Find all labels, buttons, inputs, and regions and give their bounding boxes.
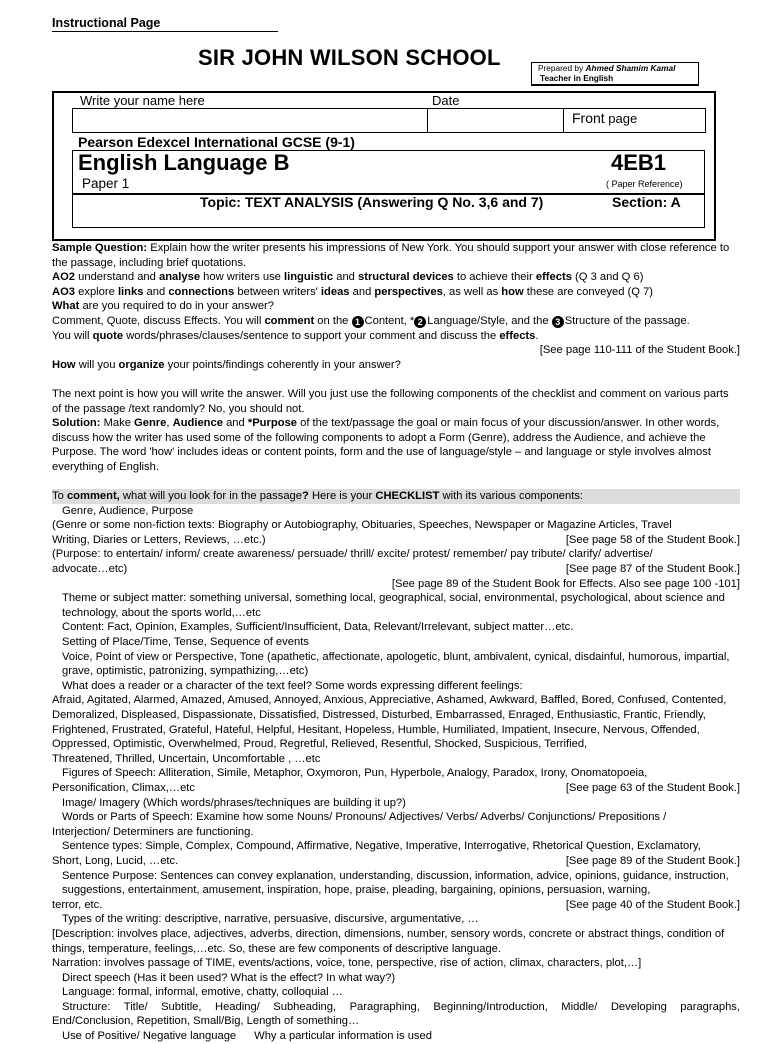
prepared-prefix: Prepared by xyxy=(538,63,586,73)
section: Section: A xyxy=(612,194,681,210)
figures-item-2: Personification, Climax,…etc [See page 63 of the Student Book.] xyxy=(52,781,740,794)
number-1-icon: 1 xyxy=(352,316,364,328)
paper-reference: ( Paper Reference) xyxy=(606,179,683,189)
structure-item-2: End/Conclusion, Repetition, Small/Big, Length of something… xyxy=(52,1015,360,1028)
instructional-page-label: Instructional Page xyxy=(52,16,278,32)
setting-item: Setting of Place/Time, Tense, Sequence of events xyxy=(62,636,309,649)
date-field[interactable] xyxy=(427,108,564,133)
solution: Solution: Make Genre, Audience and *Purpose of the text/passage the goal or main focus of your discussion/answer. In other words, discuss how the writer has used some of the following components to adopt a Form (Genre), address the Audience, and achieve the Purpose. The word 'how' includes ideas or content points, form and the use of language/style – and language or style involves almost everything of English. xyxy=(52,417,720,473)
parts-of-speech-item: Words or Parts of Speech: Examine how some Nouns/ Pronouns/ Adjectives/ Verbs/ Adverbs/ Conjunctions/ Prepositions / xyxy=(62,811,667,824)
teacher-role: Teacher in English xyxy=(540,73,614,83)
feelings-list-end: Threatened, Thrilled, Uncertain, Uncomfortable , …etc xyxy=(52,752,321,765)
sentence-purpose-item-2: terror, etc. [See page 40 of the Student Book.] xyxy=(52,898,740,911)
feelings-list: Afraid, Agitated, Alarmed, Amazed, Amused, Annoyed, Anxious, Appreciative, Ashamed, Awkward, Baffled, Bored, Confused, Contented, Demoralized, Displeased, Dispassionate, Dissatisfied, Distressed, Disturbed, Embarrassed, Enraged, Enthusiastic, Frantic, Friendly, Frightened, Frustrated, Grateful, Hateful, Helpful, Hesitant, Hopeless, Humble, Humiliated, Impatient, Insecure, Nervous, Offended, Oppressed, Optimistic, Overwhelmed, Proud, Regretful, Relieved, Resentful, Shocked, Suspicious, Terrified, xyxy=(52,694,727,751)
genre-heading: Genre, Audience, Purpose xyxy=(62,504,194,517)
feel-item: What does a reader or a character of the text feel? Some words expressing different feelings: xyxy=(62,679,523,692)
number-3-icon: 3 xyxy=(552,316,564,328)
prepared-by-box xyxy=(531,62,699,86)
sentence-types-item: Sentence types: Simple, Complex, Compound, Affirmative, Negative, Imperative, Interrogative, Rhetorical Question, Exclamatory, xyxy=(62,840,701,853)
positive-negative-item: Use of Positive/ Negative language Why a particular information is used xyxy=(62,1030,432,1043)
effects-reference: [See page 89 of the Student Book for Effects. Also see page 100 -101] xyxy=(391,577,740,590)
school-name: SIR JOHN WILSON SCHOOL xyxy=(198,45,501,70)
subject-title: English Language B xyxy=(78,150,290,175)
writing-types-item: Types of the writing: descriptive, narrative, persuasive, discursive, argumentative, … xyxy=(62,913,479,926)
exam-board: Pearson Edexcel International GCSE (9-1) xyxy=(78,134,355,150)
narration-item: Narration: involves passage of TIME, events/actions, voice, tone, perspective, rise of action, climax, characters, plot,…] xyxy=(52,957,642,970)
name-field[interactable] xyxy=(72,108,427,133)
ao2-line: AO2 understand and analyse how writers use linguistic and structural devices to achieve their effects (Q 3 and Q 6) xyxy=(52,271,644,284)
date-label: Date xyxy=(432,93,460,108)
figures-item: Figures of Speech: Alliteration, Simile, Metaphor, Oxymoron, Pun, Hyperbole, Analogy, Paradox, Irony, Onomatopoeia, xyxy=(62,767,648,780)
purpose-line-1: (Purpose: to entertain/ inform/ create awareness/ persuade/ thrill/ excite/ protest/ remember/ pay tribute/ clarify/ advertise/ xyxy=(52,548,653,561)
image-item: Image/ Imagery (Which words/phrases/techniques are building it up?) xyxy=(62,796,406,809)
subject-code: 4EB1 xyxy=(611,150,667,175)
purpose-line-2: advocate…etc) [See page 87 of the Student Book.] xyxy=(52,563,740,576)
next-point: The next point is how you will write the answer. Will you just use the following components of the checklist and comment on various parts of the passage /text randomly? No, you should not. xyxy=(52,387,729,415)
content-item: Content: Fact, Opinion, Examples, Sufficient/Insufficient, Data, Relevant/Irrelevant, subject matter…etc. xyxy=(62,621,574,634)
instructions-body xyxy=(52,241,740,1044)
front-page-box xyxy=(564,108,706,133)
front-word: Front xyxy=(572,110,605,126)
paper-number: Paper 1 xyxy=(82,176,130,191)
number-2-icon: 2 xyxy=(414,316,426,328)
quote-line: You will quote words/phrases/clauses/sentence to support your comment and discuss the effects. xyxy=(52,329,539,342)
sentence-purpose-item: Sentence Purpose: Sentences can convey explanation, understanding, discussion, information, advice, opinions, guidance, instruction, suggestions, entertainment, amusement, inspiration, hope, praise, pleading, bargaining, opinions, persuasion, warning, xyxy=(62,869,729,897)
checklist-heading: To comment, what will you look for in the passage? Here is your CHECKLIST with its various components: xyxy=(52,489,740,504)
language-item: Language: formal, informal, emotive, chatty, colloquial … xyxy=(62,986,343,999)
genre-line-2: Writing, Diaries or Letters, Reviews, …etc.) [See page 58 of the Student Book.] xyxy=(52,533,740,546)
sample-question: Sample Question: Explain how the writer presents his impressions of New York. You should support your answer with close reference to the passage, including brief quotations. xyxy=(52,242,730,269)
how-line: How will you organize your points/findings coherently in your answer? xyxy=(52,358,401,371)
parts-of-speech-item-2: Interjection/ Determiners are functioning. xyxy=(52,825,254,838)
direct-speech-item: Direct speech (Has it been used? What is the effect? In what way?) xyxy=(62,971,396,984)
comment-quote-line: Comment, Quote, discuss Effects. You will comment on the 1 Content, * 2 Language/Style, and the 3 Structure of the passage. xyxy=(52,314,690,327)
front-rest: page xyxy=(604,111,638,126)
teacher-name: Ahmed Shamim Kamal xyxy=(585,63,676,73)
structure-item: Structure: Title/ Subtitle, Heading/ Subheading, Paragraphing, Beginning/Introduction, Middle/ Developing paragraphs, xyxy=(62,1000,740,1013)
genre-line-1: (Genre or some non-fiction texts: Biography or Autobiography, Obituaries, Speeches, Newspaper or Magazine Articles, Travel xyxy=(52,519,672,532)
topic: Topic: TEXT ANALYSIS (Answering Q No. 3,6 and 7) xyxy=(200,194,544,210)
theme-item: Theme or subject matter: something universal, something local, geographical, social, environmental, psychological, about science and technology, about the sports world,…etc xyxy=(62,592,725,619)
voice-item: Voice, Point of view or Perspective, Tone (apathetic, affectionate, apologetic, blunt, ambivalent, cynical, disdainful, humorous, impartial, grave, optimistic, patronizing, sympathizing,…etc) xyxy=(62,650,730,678)
sentence-types-item-2: Short, Long, Lucid, …etc. [See page 89 of the Student Book.] xyxy=(52,854,740,867)
ao3-line: AO3 explore links and connections between writers' ideas and perspectives, as well as how these are conveyed (Q 7) xyxy=(52,285,654,298)
name-label: Write your name here xyxy=(80,93,205,108)
description-item: [Description: involves place, adjectives, adverbs, direction, dimensions, number, sensory words, concrete or abstract things, condition of things, temperature, feelings,…etc. So, these are few components of descriptive language. xyxy=(52,927,725,955)
reference-110: [See page 110-111 of the Student Book.] xyxy=(539,344,740,357)
what-line: What are you required to do in your answer? xyxy=(52,300,274,313)
